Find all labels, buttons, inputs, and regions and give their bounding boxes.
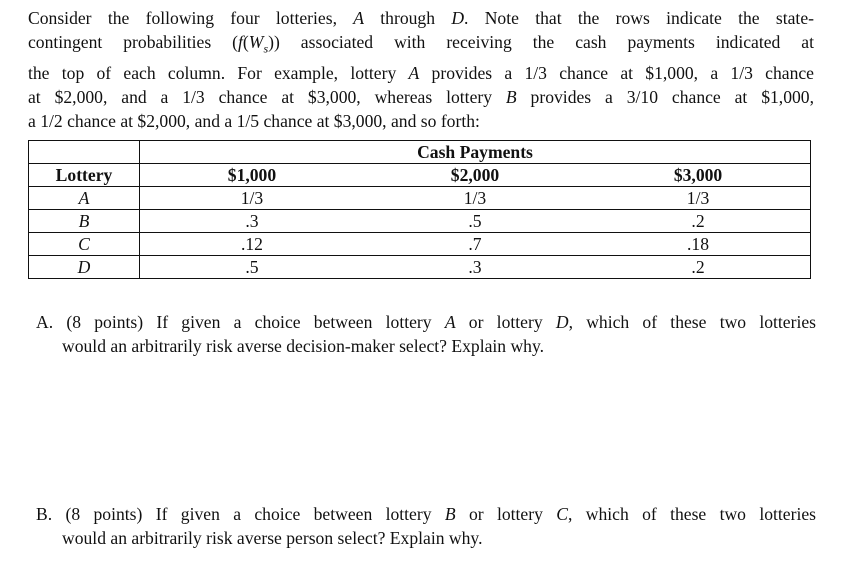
intro-line-2 [28,30,814,61]
intro-var: D [451,8,465,28]
question-var: C [556,504,568,524]
question-var: A [444,312,456,332]
intro-var: W [248,32,264,52]
table-corner-cell [29,141,140,164]
table-cell: 1/3 [586,187,810,210]
intro-text: )) associated with receiving the cash payments indicated at [268,32,814,52]
table-cell: .2 [586,210,810,233]
question-text: (8 points) If given a choice between lottery [65,504,445,524]
table-row [29,210,811,233]
question-text: or lottery [455,504,557,524]
intro-var: B [505,86,517,107]
question-a [36,310,816,358]
intro-line-3 [28,61,814,85]
intro-subscript: s [263,41,269,56]
table-cell: .5 [364,210,586,233]
table-cell: 1/3 [364,187,586,210]
lottery-label: A [29,187,140,210]
table-cell: .12 [140,233,364,256]
column-header-2000: $2,000 [364,164,586,187]
lottery-label: B [29,210,140,233]
table-cell: .5 [140,256,364,279]
intro-text: contingent probabilities ( [28,32,239,52]
intro-text: . Note that the rows indicate the state- [464,8,814,28]
table-caption: Cash Payments [140,141,811,164]
question-b [36,502,816,550]
question-a-line-2: would an arbitrarily risk averse decision-maker select? Explain why. [62,336,545,356]
table-row [29,233,811,256]
question-text: or lottery [455,312,556,332]
intro-line-1 [28,6,814,30]
intro-text: a 1/2 chance at $2,000, and a 1/5 chance at $3,000, and so forth: [28,110,480,131]
intro-text: provides a 1/3 chance at $1,000, a 1/3 chance [419,62,814,83]
question-a-line-1 [36,310,816,334]
question-b-label: B. [36,504,53,524]
intro-text: provides a 3/10 chance at $1,000, [516,86,814,107]
intro-var: A [353,8,364,28]
intro-paragraph [28,6,814,133]
table-cell: 1/3 [140,187,364,210]
lottery-column-header: Lottery [29,164,140,187]
question-b-line-2: would an arbitrarily risk averse person select? Explain why. [62,528,483,548]
intro-text: ( [242,32,249,52]
intro-var: f [238,32,243,52]
table-row [29,256,811,279]
intro-text: through [364,8,452,28]
lottery-table [28,140,811,279]
intro-text: Consider the following four lotteries, [28,8,354,28]
column-header-3000: $3,000 [586,164,810,187]
lottery-label: D [29,256,140,279]
table-caption-row [29,141,811,164]
table-cell: .7 [364,233,586,256]
table-cell: .2 [586,256,810,279]
column-header-1000: $1,000 [140,164,364,187]
question-text: (8 points) If given a choice between lottery [66,312,445,332]
intro-line-4 [28,85,814,109]
intro-line-5 [28,109,814,133]
table-cell: .18 [586,233,810,256]
intro-var: A [408,62,420,83]
intro-text: at $2,000, and a 1/3 chance at $3,000, whereas lottery [28,86,506,107]
question-var: B [444,504,456,524]
lottery-label: C [29,233,140,256]
question-b-line-1 [36,502,816,526]
table-row [29,187,811,210]
table-header-row [29,164,811,187]
table-cell: .3 [140,210,364,233]
question-text: , which of these two lotteries [568,504,816,524]
question-var: D [555,312,569,332]
intro-text: the top of each column. For example, lottery [28,62,409,83]
question-text: , which of these two lotteries [568,312,816,332]
question-a-label: A. [36,312,54,332]
table-cell: .3 [364,256,586,279]
